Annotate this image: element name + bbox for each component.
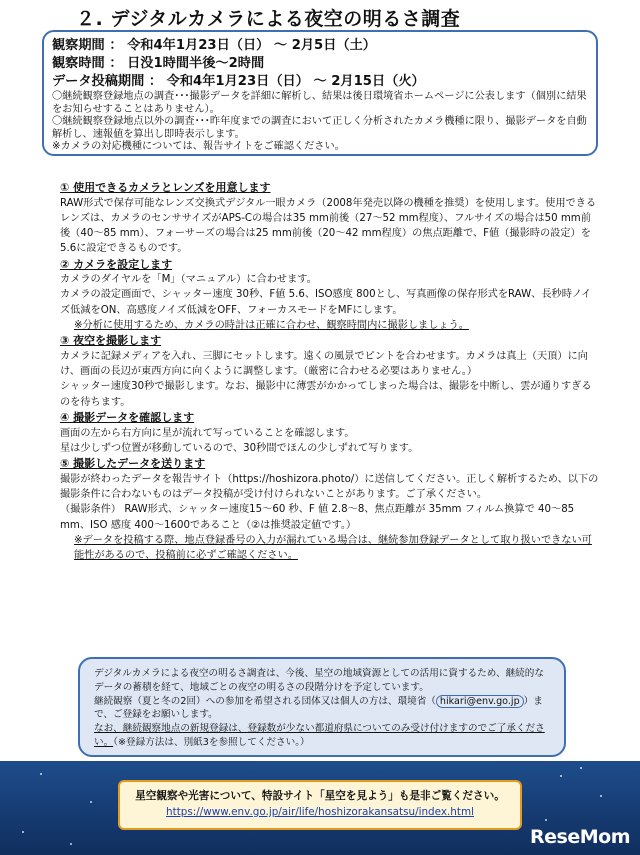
observation-time: 観察時間 ： 日没1時間半後～2時間: [52, 56, 265, 71]
data-submission-period: データ投稿期間 ： 令和4年1月23日（日） ～ 2月15日（火）: [52, 74, 425, 89]
observation-period: 観察期間 ： 令和4年1月23日（日） ～ 2月5日（土）: [52, 38, 376, 53]
step2-clock-note: ※分析に使用するため、カメラの時計は正確に合わせ、観察時間内に撮影しましょう。: [74, 320, 469, 332]
step4-text-shift: 星は少しずつ位置が移動しているので、30秒間でほんの少しずれて写ります。: [60, 442, 419, 454]
step5-heading: ⑤ 撮影したデータを送ります: [60, 457, 206, 471]
step3-heading: ③ 夜空を撮影します: [60, 334, 162, 348]
step3-text-shoot: シャッター速度30秒で撮影します。なお、撮影中に薄雲がかかってしまった場合は、撮影を中断し、雲が通りすぎるのを待ちます。: [60, 381, 592, 408]
note-continuous-survey: 〇継続観察登録地点の調査･･･撮影データを詳細に解析し、結果は後日環境省ホームページに公表します（個別に結果をお知らせすることはありません）。: [52, 91, 587, 115]
notice-intro: デジタルカメラによる夜空の明るさ調査は、今後、星空の地域資源としての活用に資するため、継続的なデータの蓄積を経て、地域ごとの夜空の明るさの段階分けを予定しています。: [94, 668, 544, 693]
procedure-steps: [60, 180, 600, 563]
banner-title: 星空観察や光害について、特設サイト「星空を見よう」も是非ご覧ください。: [135, 790, 505, 802]
special-site-banner: [118, 780, 522, 830]
step2-text-settings: カメラの設定画面で、シャッター速度 30秒、F値 5.6、ISO感度 800とし、写真画像の保存形式をRAW、長秒時ノイズ低減をON、高感度ノイズ低減をOFF、フォーカスモードをMFにします。: [60, 289, 592, 316]
step2-text-dial: カメラのダイヤルを「M」（マニュアル）に合わせます。: [60, 274, 317, 286]
notice-registration: [94, 695, 552, 723]
observation-period-box: [42, 30, 598, 156]
step4-heading: ④ 撮影データを確認します: [60, 411, 195, 425]
note-camera-models: ※カメラの対応機種については、報告サイトをご確認ください。: [52, 141, 345, 153]
note-other-survey: 〇継続観察登録地点以外の調査･･･昨年度までの調査において正しく分析されたカメラ機種に限り、撮影データを自動解析し、速報値を算出し即時表示します。: [52, 116, 587, 140]
contact-email[interactable]: hikari@env.go.jp: [436, 695, 524, 708]
resemom-logo: ReseMom: [530, 826, 630, 848]
notice-new-registration: [94, 722, 552, 750]
step5-text-send: 撮影が終わったデータを報告サイト（https://hoshizora.photo/）に送信してください。正しく解析するため、以下の撮影条件に合わないものはデータ投稿が受け付けられないことがあります。ご了承ください。: [60, 473, 599, 500]
step5-conditions: （撮影条件） RAW形式、シャッター速度15～60 秒、F 値 2.8～8、焦点距離が 35mm フィルム換算で 40～85 mm、ISO 感度 400～1600であること（②は推奨設定値です。）: [60, 504, 575, 531]
notice-registration-post: ）まで、ご登録をお願いします。: [94, 695, 543, 721]
special-site-link[interactable]: https://www.env.go.jp/air/life/hoshizorakansatsu/index.html: [166, 806, 474, 818]
page-title: ２. デジタルカメラによる夜空の明るさ調査: [76, 8, 461, 30]
notice-registration-pre: 継続観察（夏と冬の2回）への参加を希望される団体又は個人の方は、環境省（: [94, 695, 436, 707]
step1-text: RAW形式で保存可能なレンズ交換式デジタル一眼カメラ（2008年発売以降の機種を推奨）を使用します。使用できるレンズは、カメラのセンササイズがAPS-Cの場合は35 mm前後（27～52 mm程度）、フルサイズの場合は50 mm前後（40～85 mm）、フォーサーズの場合は25 mm前後（20～42 mm程度）の焦点距離で、F値（撮影時の設定）を5.6に設定できるものです。: [60, 197, 597, 255]
step5-registration-note: ※データを投稿する際、地点登録番号の入力が漏れている場合は、継続参加登録データとして取り扱いできない可能性があるので、投稿前に必ずご確認ください。: [74, 534, 592, 562]
notice-registration-method: （※登録方法は、別紙3を参照してください。）: [113, 736, 310, 748]
continuous-observation-notice: [78, 657, 566, 757]
step3-text-setup: カメラに記録メディアを入れ、三脚にセットします。遠くの風景でピントを合わせます。カメラは真上（天頂）に向け、画面の長辺が東西方向に向くように調整します。（厳密に合わせる必要はありません。）: [60, 350, 588, 378]
notice-new-registration-limit: なお、継続観察地点の新規登録は、登録数が少ない都道府県についてのみ受け付けますのでご了承ください。: [94, 723, 545, 748]
step2-heading: ② カメラを設定します: [60, 257, 173, 271]
step1-heading: ① 使用できるカメラとレンズを用意します: [60, 181, 271, 194]
step4-text-check: 画面の左から右方向に星が流れて写っていることを確認します。: [60, 427, 355, 439]
